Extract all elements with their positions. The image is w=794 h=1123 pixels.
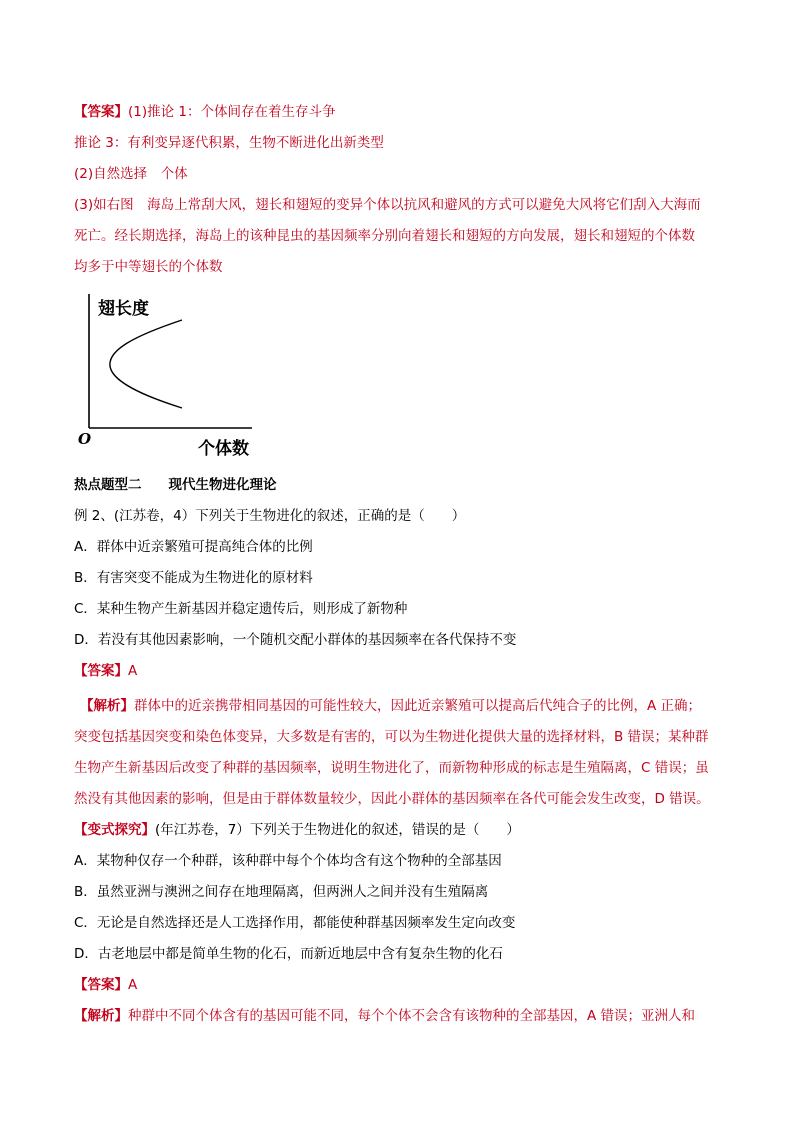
answer-line-2: 推论 3：有利变异逐代积累，生物不断进化出新类型 <box>74 135 384 151</box>
wing-length-figure <box>72 288 262 458</box>
variant-option-a: A．某物种仅存一个种群，该种群中每个个体均含有这个物种的全部基因 <box>74 853 502 869</box>
example2-analysis-text-1: 群体中的近亲携带相同基因的可能性较大，因此近亲繁殖可以提高后代纯合子的比例，A 正确； <box>134 698 702 714</box>
example2-option-b: B．有害突变不能成为生物进化的原材料 <box>74 570 313 586</box>
variant-analysis-tag: 【解析】 <box>74 1008 128 1024</box>
variant-answer-tag: 【答案】 <box>74 977 128 993</box>
variant-option-d: D．古老地层中都是简单生物的化石，而新近地层中含有复杂生物的化石 <box>74 946 503 962</box>
variant-analysis-text: 种群中不同个体含有的基因可能不同，每个个体不会含有该物种的全部基因，A 错误；亚洲人和 <box>128 1008 696 1024</box>
answer-line-4: (3)如右图 海岛上常刮大风，翅长和翅短的变异个体以抗风和避风的方式可以避免大风将它们刮入大海而 <box>74 197 701 213</box>
answer-line-3: (2)自然选择 个体 <box>74 166 188 182</box>
x-axis-label: 个体数 <box>198 439 249 459</box>
answer-text-1: (1)推论 1：个体间存在着生存斗争 <box>128 104 336 120</box>
variant-question: (年江苏卷，7）下列关于生物进化的叙述，错误的是（ ） <box>155 822 520 838</box>
example2-answer-tag: 【答案】 <box>74 663 128 679</box>
example2-analysis-3: 生物产生新基因后改变了种群的基因频率，说明生物进化了，而新物种形成的标志是生殖隔离，C 错误；虽 <box>74 760 709 776</box>
answer-line-5: 死亡。经长期选择，海岛上的该种昆虫的基因频率分别向着翅长和翅短的方向发展，翅长和翅短的个体数 <box>74 228 695 244</box>
variant-tag: 【变式探究】 <box>74 822 155 838</box>
distribution-curve <box>110 320 182 408</box>
example2-option-d: D．若没有其他因素影响，一个随机交配小群体的基因频率在各代保持不变 <box>74 632 517 648</box>
origin-label: O <box>78 430 92 448</box>
example2-question: 例 2、(江苏卷，4）下列关于生物进化的叙述，正确的是（ ） <box>74 508 466 524</box>
example2-analysis-4: 然没有其他因素的影响，但是由于群体数量较少，因此小群体的基因频率在各代可能会发生改变，D 错误。 <box>74 791 710 807</box>
section-title: 热点题型二 现代生物进化理论 <box>74 477 277 493</box>
variant-answer-value: A <box>128 977 138 993</box>
variant-question-line <box>74 821 520 839</box>
variant-answer <box>74 976 137 994</box>
answer-tag: 【答案】 <box>74 104 128 120</box>
example2-option-c: C．某种生物产生新基因并稳定遗传后，则形成了新物种 <box>74 601 408 617</box>
example2-analysis-tag: 【解析】 <box>80 698 134 714</box>
answer-line-6: 均多于中等翅长的个体数 <box>74 259 223 275</box>
example2-analysis-2: 突变包括基因突变和染色体变异，大多数是有害的，可以为生物进化提供大量的选择材料，B 错误；某种群 <box>74 729 709 745</box>
variant-option-c: C．无论是自然选择还是人工选择作用，都能使种群基因频率发生定向改变 <box>74 915 516 931</box>
example2-analysis-1 <box>80 697 701 715</box>
variant-option-b: B．虽然亚洲与澳洲之间存在地理隔离，但两洲人之间并没有生殖隔离 <box>74 884 489 900</box>
variant-analysis <box>74 1007 695 1025</box>
answer-line-1 <box>74 103 336 121</box>
example2-answer <box>74 662 137 680</box>
example2-answer-value: A <box>128 663 138 679</box>
y-axis-label: 翅长度 <box>98 299 149 319</box>
example2-option-a: A．群体中近亲繁殖可提高纯合体的比例 <box>74 539 313 555</box>
